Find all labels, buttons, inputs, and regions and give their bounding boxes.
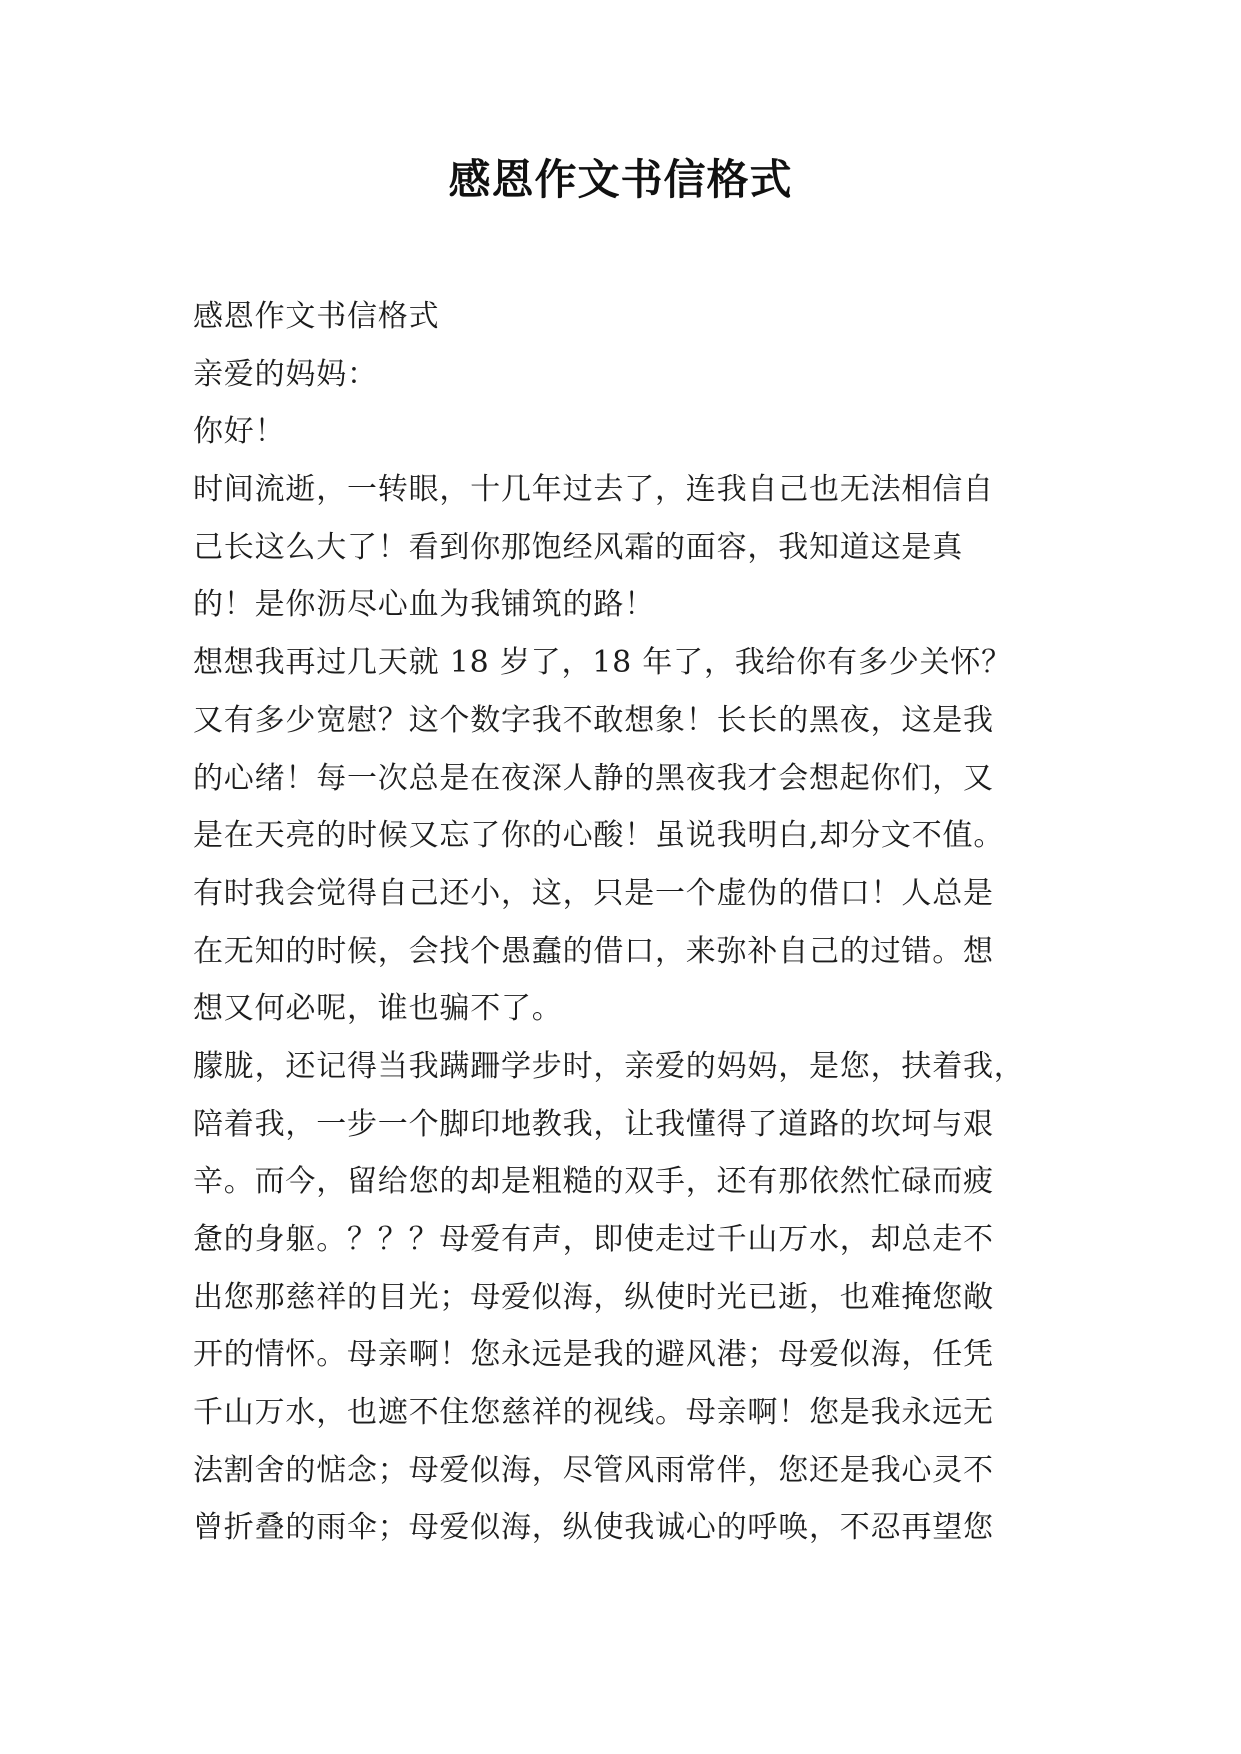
body-line: 的！是你沥尽心血为我铺筑的路！	[193, 587, 655, 623]
document-title: 感恩作文书信格式	[448, 155, 793, 204]
body-line: 辛。而今，留给您的却是粗糙的双手，还有那依然忙碌而疲	[193, 1164, 994, 1200]
body-line: 又有多少宽慰？这个数字我不敢想象！长长的黑夜，这是我	[193, 702, 994, 738]
body-line: 出您那慈祥的目光；母爱似海，纵使时光已逝，也难掩您敞	[193, 1279, 994, 1315]
body-line: 是在天亮的时候又忘了你的心酸！虽说我明白,却分文不值。	[193, 818, 1005, 854]
document-body	[193, 288, 1057, 1557]
body-line: 想想我再过几天就 18 岁了，18 年了，我给你有多少关怀？	[193, 645, 1012, 681]
body-line: 你好！	[193, 414, 286, 450]
body-line: 法割舍的惦念；母爱似海，尽管风雨常伴，您还是我心灵不	[193, 1452, 994, 1488]
body-line: 想又何必呢，谁也骗不了。	[193, 991, 563, 1027]
body-line: 有时我会觉得自己还小，这，只是一个虚伪的借口！人总是	[193, 875, 994, 911]
body-line: 陪着我，一步一个脚印地教我，让我懂得了道路的坎坷与艰	[193, 1106, 994, 1142]
body-line: 在无知的时候，会找个愚蠢的借口，来弥补自己的过错。想	[193, 933, 994, 969]
body-line: 亲爱的妈妈：	[193, 356, 378, 392]
body-line: 感恩作文书信格式	[193, 299, 440, 334]
body-line: 千山万水，也遮不住您慈祥的视线。母亲啊！您是我永远无	[193, 1395, 994, 1431]
body-line: 开的情怀。母亲啊！您永远是我的避风港；母爱似海，任凭	[193, 1337, 994, 1373]
body-line: 的心绪！每一次总是在夜深人静的黑夜我才会想起你们，又	[193, 760, 994, 796]
body-line: 惫的身躯。？？？母爱有声，即使走过千山万水，却总走不	[193, 1222, 994, 1257]
body-line: 时间流逝，一转眼，十几年过去了，连我自己也无法相信自	[193, 472, 994, 508]
body-line: 曾折叠的雨伞；母爱似海，纵使我诚心的呼唤，不忍再望您	[193, 1510, 994, 1546]
body-line: 朦胧，还记得当我蹒跚学步时，亲爱的妈妈，是您，扶着我，	[193, 1048, 1025, 1084]
body-line: 己长这么大了！看到你那饱经风霜的面容，我知道这是真	[193, 529, 963, 565]
